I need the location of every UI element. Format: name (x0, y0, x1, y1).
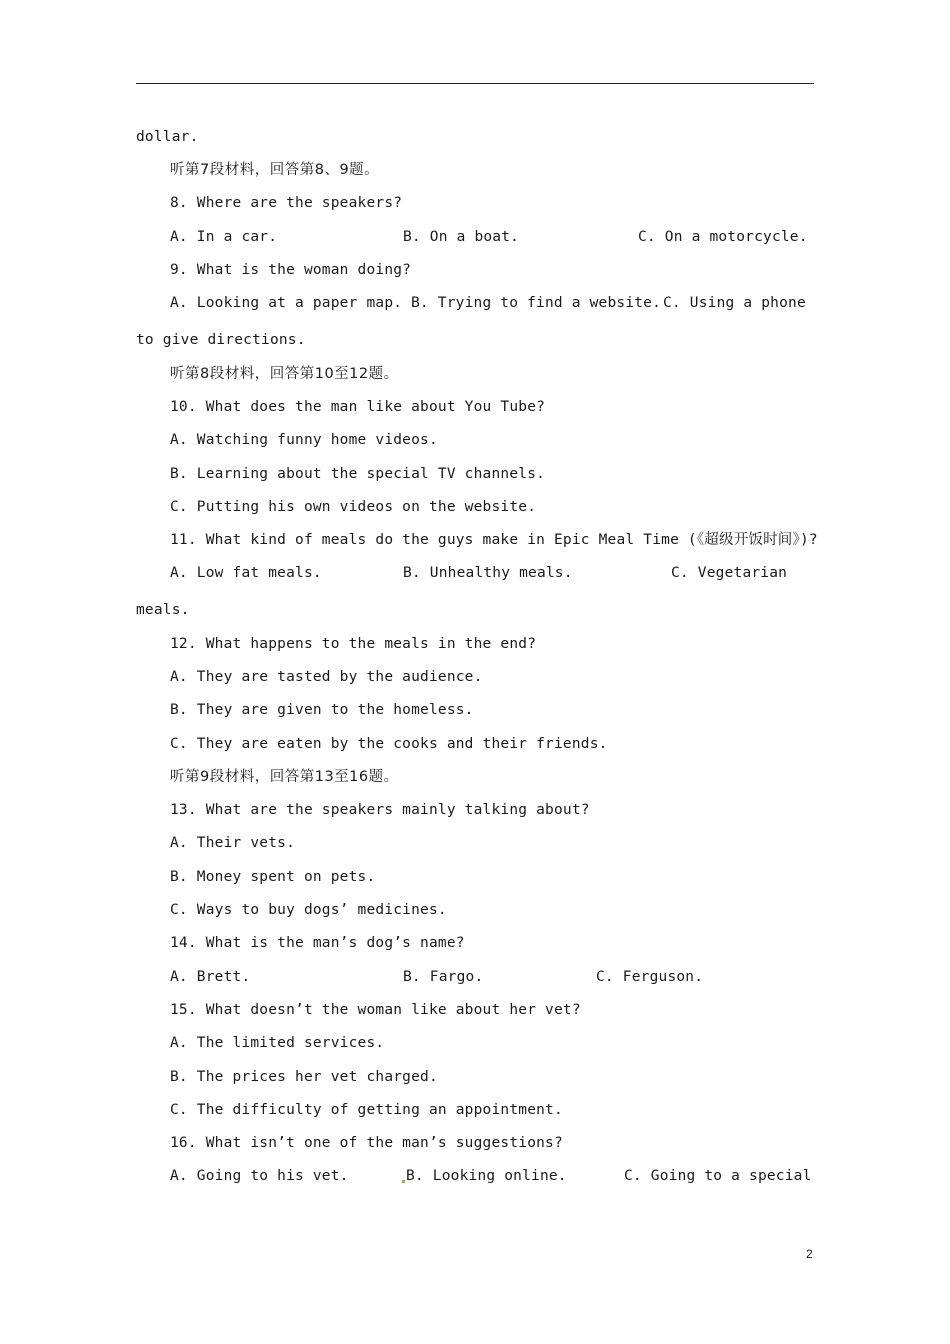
option-text: A. Going to his vet. (170, 1168, 349, 1184)
stray-mark (402, 1180, 405, 1183)
option-text: A. Low fat meals. (170, 565, 322, 581)
text-line: C. Putting his own videos on the website. (170, 499, 537, 515)
text-line: 10. What does the man like about You Tube? (170, 399, 546, 415)
page-number: 2 (806, 1247, 813, 1261)
text-line: 9. What is the woman doing? (170, 262, 412, 278)
header-rule (136, 83, 814, 84)
text-line: C. Ways to buy dogs’ medicines. (170, 902, 447, 918)
text-line: 13. What are the speakers mainly talking about? (170, 802, 590, 818)
text-line: 12. What happens to the meals in the end? (170, 636, 537, 652)
text-line: meals. (136, 602, 190, 618)
section-heading: 听第9段材料，回答第13至16题。 (170, 769, 399, 785)
text-line: C. The difficulty of getting an appointment. (170, 1102, 563, 1118)
text-line: C. They are eaten by the cooks and their friends. (170, 736, 608, 752)
option-text: A. Brett. (170, 969, 251, 985)
text-line: 14. What is the man’s dog’s name? (170, 935, 465, 951)
text-line: A. They are tasted by the audience. (170, 669, 483, 685)
option-text: C. Ferguson. (596, 969, 704, 985)
option-text: A. In a car. (170, 229, 278, 245)
text-line: 15. What doesn’t the woman like about her vet? (170, 1002, 581, 1018)
text-line: B. The prices her vet charged. (170, 1069, 438, 1085)
text-line: dollar. (136, 129, 199, 145)
text-line: to give directions. (136, 332, 306, 348)
text-line: A. Their vets. (170, 835, 296, 851)
text-line: 8. Where are the speakers? (170, 195, 403, 211)
option-text: B. Trying to find a website. (411, 295, 662, 311)
text-line: B. Money spent on pets. (170, 869, 376, 885)
option-text: B. On a boat. (403, 229, 520, 245)
text-line: A. The limited services. (170, 1035, 385, 1051)
option-text: C. Vegetarian (671, 565, 788, 581)
option-text: C. Using a phone (663, 295, 806, 311)
text-line: B. They are given to the homeless. (170, 702, 474, 718)
option-text: C. On a motorcycle. (638, 229, 808, 245)
section-heading: 听第8段材料，回答第10至12题。 (170, 366, 399, 382)
section-heading: 听第7段材料，回答第8、9题。 (170, 162, 380, 178)
option-text: C. Going to a special (624, 1168, 812, 1184)
option-text: B. Unhealthy meals. (403, 565, 573, 581)
option-text: B. Fargo. (403, 969, 484, 985)
option-text: A. Looking at a paper map. (170, 295, 403, 311)
text-line: 16. What isn’t one of the man’s suggestions? (170, 1135, 563, 1151)
text-line: 11. What kind of meals do the guys make in Epic Meal Time (《超级开饭时间》)? (170, 532, 818, 548)
option-text: B. Looking online. (406, 1168, 567, 1184)
text-line: B. Learning about the special TV channels. (170, 466, 546, 482)
text-line: A. Watching funny home videos. (170, 432, 438, 448)
